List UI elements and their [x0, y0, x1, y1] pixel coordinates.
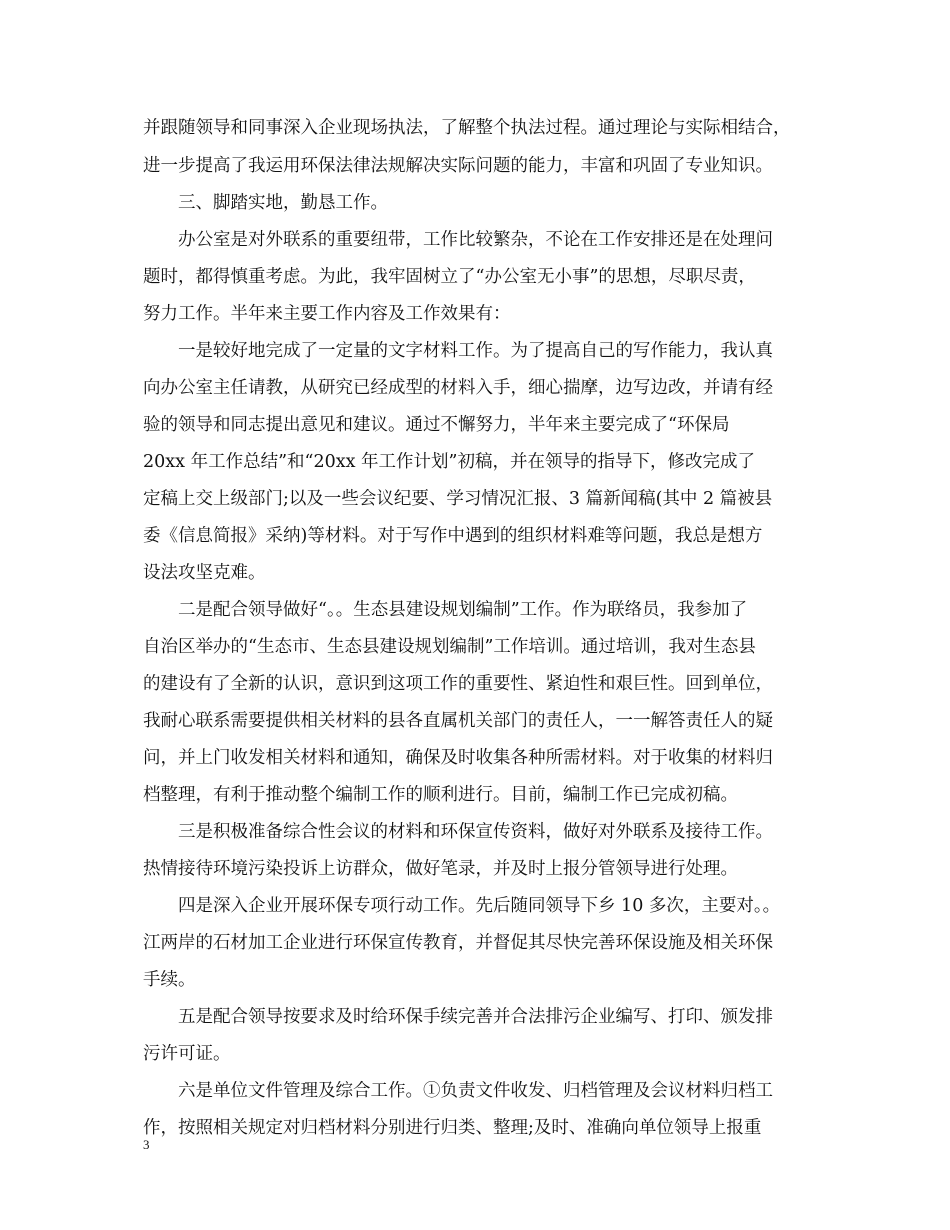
- body-text-line: 四是深入企业开展环保专项行动工作。先后随同领导下乡 10 多次，主要对。。: [178, 896, 781, 916]
- body-text-line: 自治区举办的“生态市、生态县建设规划编制”工作培训。通过培训，我对生态县: [143, 637, 756, 657]
- body-text-line: 定稿上交上级部门;以及一些会议纪要、学习情况汇报、3 篇新闻稿(其中 2 篇被县: [143, 489, 773, 509]
- body-text-line: 委《信息简报》采纳)等材料。对于写作中遇到的组织材料难等问题，我总是想方: [143, 526, 763, 546]
- body-text-line: 档整理，有利于推动整个编制工作的顺利进行。目前，编制工作已完成初稿。: [143, 785, 738, 805]
- body-text-line: 验的领导和同志提出意见和建议。通过不懈努力，半年来主要完成了“环保局: [143, 415, 730, 435]
- body-text-line: 的建设有了全新的认识，意识到这项工作的重要性、紧迫性和艰巨性。回到单位，: [143, 674, 773, 694]
- body-text-line: 办公室是对外联系的重要纽带，工作比较繁杂，不论在工作安排还是在处理问: [178, 230, 773, 250]
- body-text-line: 问，并上门收发相关材料和通知，确保及时收集各种所需材料。对于收集的材料归: [143, 748, 773, 768]
- body-text-line: 五是配合领导按要求及时给环保手续完善并合法排污企业编写、打印、颁发排: [178, 1007, 773, 1027]
- body-text-line: 作，按照相关规定对归档材料分别进行归类、整理;及时、准确向单位领导上报重: [143, 1118, 762, 1138]
- body-text-line: 向办公室主任请教，从研究已经成型的材料入手，细心揣摩，边写边改，并请有经: [143, 378, 773, 398]
- section-heading: 三、脚踏实地，勤恳工作。: [178, 193, 388, 213]
- body-text-line: 并跟随领导和同事深入企业现场执法，了解整个执法过程。通过理论与实际相结合，: [143, 118, 791, 138]
- body-text-line: 二是配合领导做好“。。生态县建设规划编制”工作。作为联络员，我参加了: [178, 600, 748, 620]
- body-text-line: 六是单位文件管理及综合工作。①负责文件收发、归档管理及会议材料归档工: [178, 1081, 773, 1101]
- body-text-line: 20xx 年工作总结”和“20xx 年工作计划”初稿，并在领导的指导下，修改完成了: [143, 452, 755, 472]
- body-text-line: 我耐心联系需要提供相关材料的县各直属机关部门的责任人，一一解答责任人的疑: [143, 711, 773, 731]
- body-text-line: 题时，都得慎重考虑。为此，我牢固树立了“办公室无小事”的思想，尽职尽责，: [143, 267, 756, 287]
- body-text-line: 进一步提高了我运用环保法律法规解决实际问题的能力，丰富和巩固了专业知识。: [143, 156, 773, 176]
- body-text-line: 努力工作。半年来主要工作内容及工作效果有：: [143, 304, 511, 324]
- body-text-line: 热情接待环境污染投诉上访群众，做好笔录，并及时上报分管领导进行处理。: [143, 859, 738, 879]
- body-text-line: 设法攻坚克难。: [143, 563, 266, 583]
- body-text-line: 三是积极准备综合性会议的材料和环保宣传资料，做好对外联系及接待工作。: [178, 822, 773, 842]
- body-text-line: 污许可证。: [143, 1044, 231, 1064]
- body-text-line: 江两岸的石材加工企业进行环保宣传教育，并督促其尽快完善环保设施及相关环保: [143, 933, 773, 953]
- page-number: 3: [143, 1137, 150, 1152]
- body-text-line: 一是较好地完成了一定量的文字材料工作。为了提高自己的写作能力，我认真: [178, 341, 773, 361]
- body-text-line: 手续。: [143, 970, 196, 990]
